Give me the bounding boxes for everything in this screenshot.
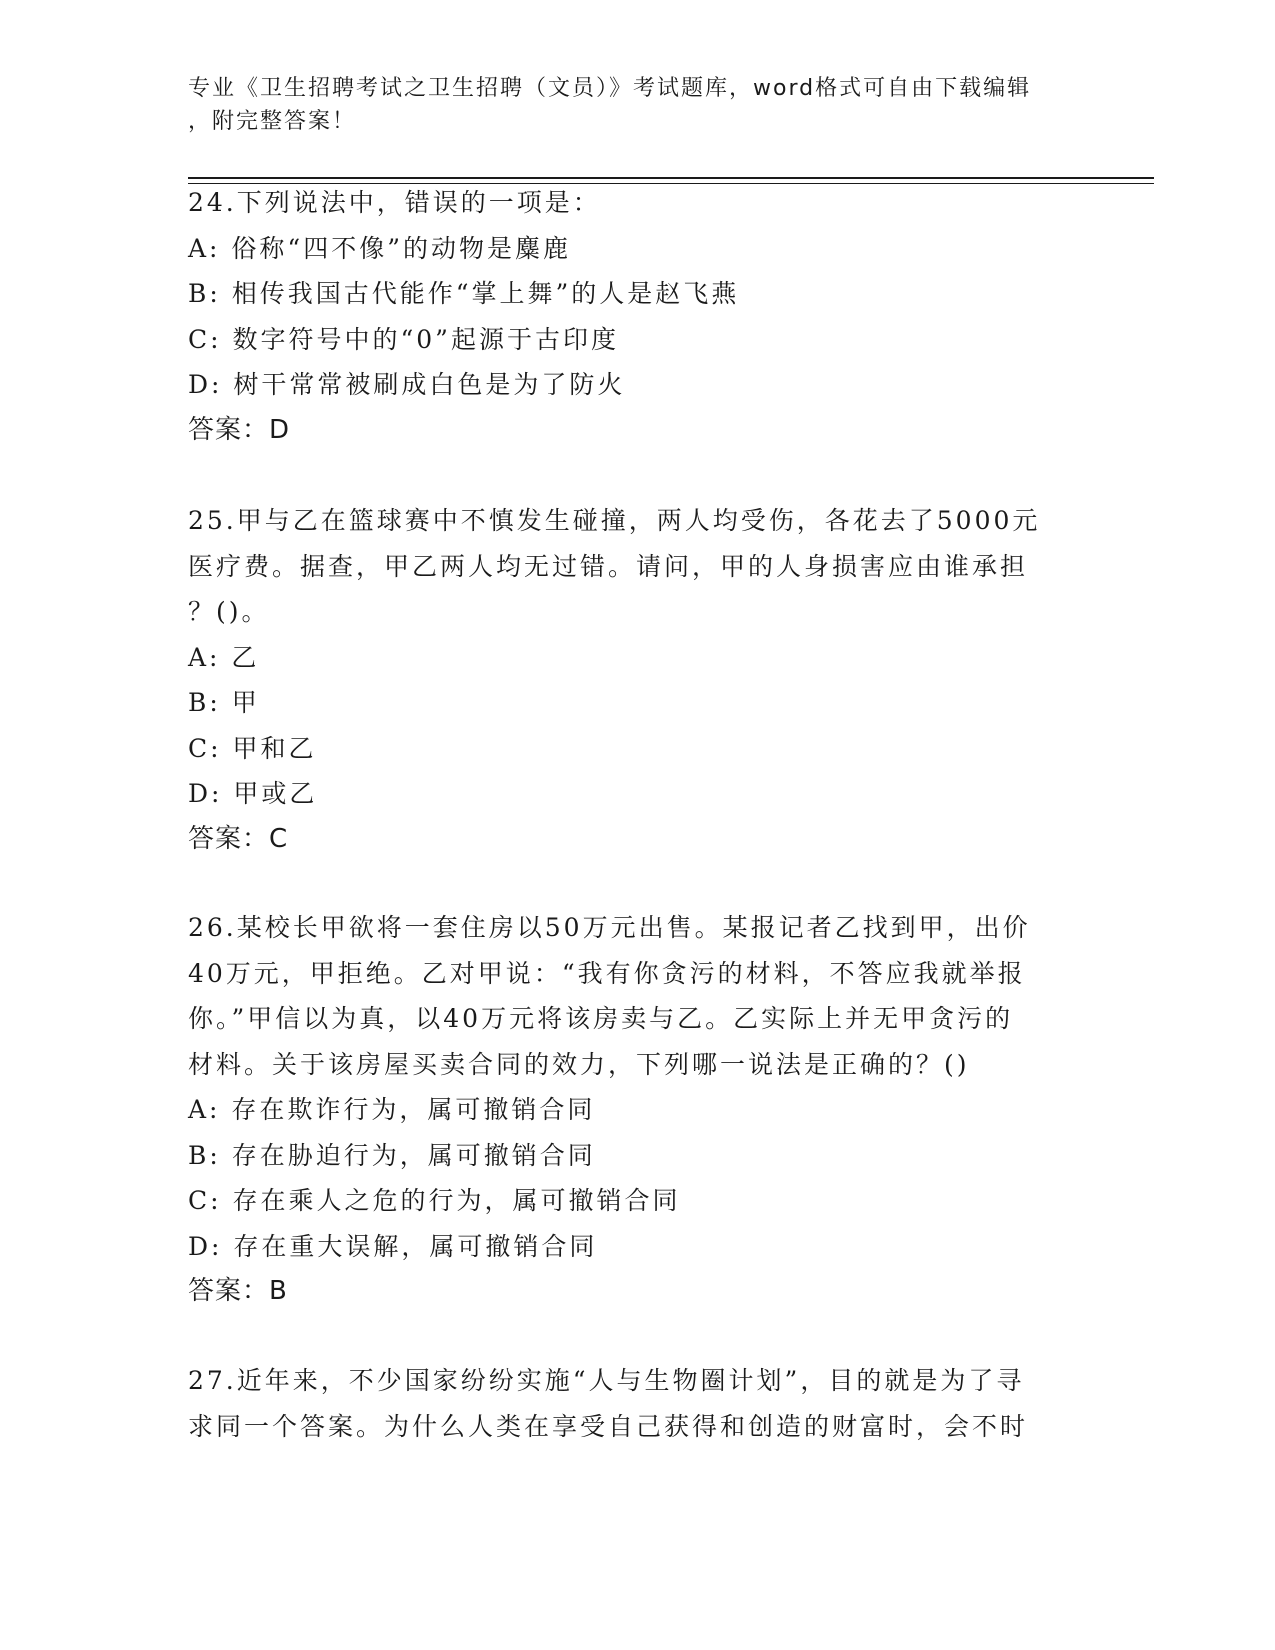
- option-c: C: 数字符号中的“0”起源于古印度: [188, 324, 619, 354]
- header-line-1: 专业《卫生招聘考试之卫生招聘（文员）》考试题库，word格式可自由下载编辑: [188, 76, 1032, 101]
- question-stem-line-2: 求同一个答案。为什么人类在享受自己获得和创造的财富时，会不时: [188, 1411, 1029, 1441]
- question-stem-line-2: 医疗费。据查，甲乙两人均无过错。请问，甲的人身损害应由谁承担: [188, 551, 1029, 581]
- question-26: [188, 905, 1078, 1315]
- question-stem-line-1: 25.甲与乙在篮球赛中不慎发生碰撞，两人均受伤，各花去了5000元: [188, 506, 1041, 535]
- option-c: C: 存在乘人之危的行为，属可撤销合同: [188, 1186, 681, 1215]
- option-b: B: 甲: [188, 688, 260, 717]
- question-27: [188, 1358, 1078, 1449]
- answer: 答案：C: [188, 823, 289, 854]
- option-d: D: 树干常常被刷成白色是为了防火: [188, 370, 626, 399]
- question-stem-line-2: 40万元，甲拒绝。乙对甲说：“我有你贪污的材料，不答应我就举报: [188, 958, 1026, 988]
- answer: 答案：B: [188, 1276, 288, 1306]
- question-stem-line-3: ？()。: [188, 597, 270, 626]
- question-stem: 24.下列说法中，错误的一项是：: [188, 188, 601, 217]
- option-d: D: 存在重大误解，属可撤销合同: [188, 1231, 598, 1261]
- option-d: D: 甲或乙: [188, 779, 318, 808]
- option-c: C: 甲和乙: [188, 733, 317, 763]
- header-divider-thick: [188, 177, 1154, 179]
- answer: 答案：D: [188, 414, 291, 445]
- option-b: B: 相传我国古代能作“掌上舞”的人是赵飞燕: [188, 279, 740, 308]
- question-25: [188, 498, 1078, 862]
- question-stem-line-3: 你。”甲信以为真，以40万元将该房卖与乙。乙实际上并无甲贪污的: [188, 1004, 1014, 1033]
- question-stem-line-1: 27.近年来，不少国家纷纷实施“人与生物圈计划”，目的就是为了寻: [188, 1366, 1025, 1395]
- option-b: B: 存在胁迫行为，属可撤销合同: [188, 1140, 596, 1170]
- document-header: [188, 72, 1078, 138]
- header-line-2: ，附完整答案！: [188, 109, 357, 134]
- question-stem-line-1: 26.某校长甲欲将一套住房以50万元出售。某报记者乙找到甲，出价: [188, 913, 1031, 942]
- question-stem-line-4: 材料。关于该房屋买卖合同的效力，下列哪一说法是正确的？(): [188, 1049, 970, 1079]
- option-a: A: 存在欺诈行为，属可撤销合同: [188, 1095, 596, 1124]
- option-a: A: 乙: [188, 642, 260, 672]
- question-24: [188, 180, 1078, 453]
- option-a: A: 俗称“四不像”的动物是麋鹿: [188, 233, 571, 263]
